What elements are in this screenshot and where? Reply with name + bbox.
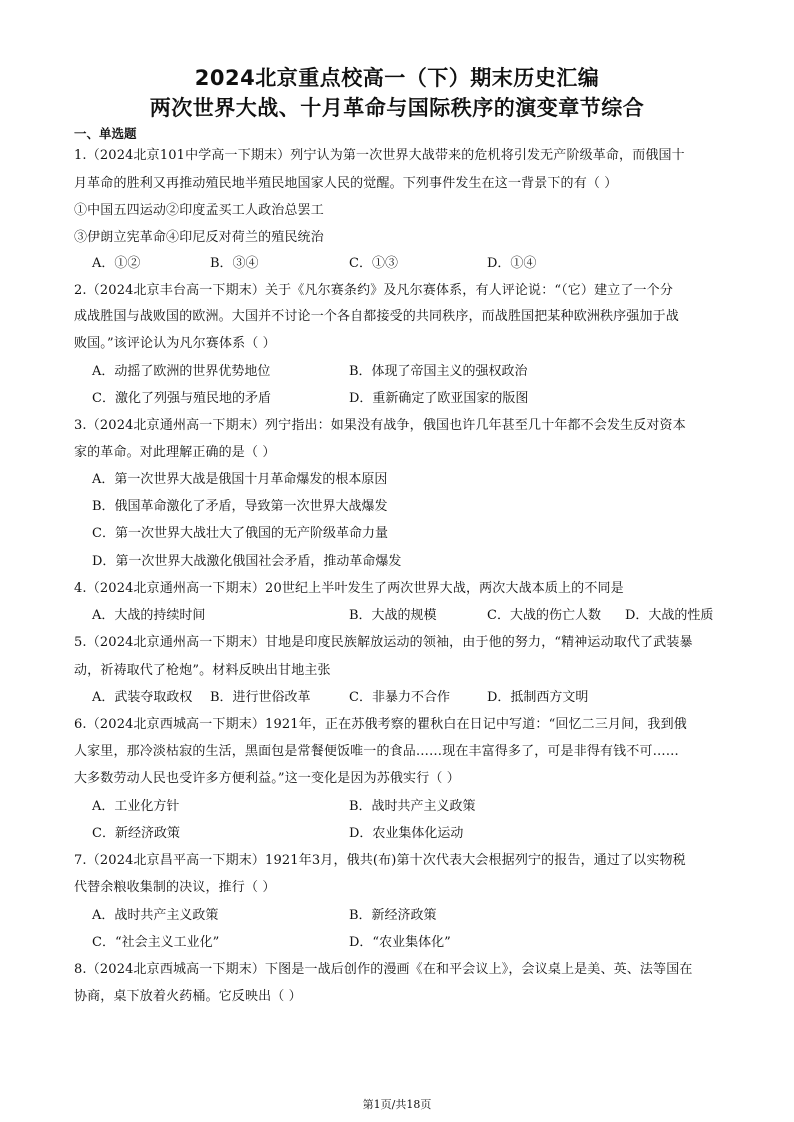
- question-1-line-1: 1.（2024北京101中学高一下期末）列宁认为第一次世界大战带来的危机将引发无产阶级革命，而俄国十: [74, 148, 685, 163]
- question-5-option-b: B．进行世俗改革: [210, 690, 311, 705]
- question-3-option-c: C．第一次世界大战壮大了俄国的无产阶级革命力量: [92, 526, 388, 541]
- question-5-line-1: 5.（2024北京通州高一下期末）甘地是印度民族解放运动的领袖，由于他的努力，“精神运动取代了武装暴: [74, 635, 693, 650]
- question-1-line-2: 月革命的胜利又再推动殖民地半殖民地国家人民的觉醒。下列事件发生在这一背景下的有（ ）: [74, 176, 618, 191]
- question-6-option-d: D．农业集体化运动: [349, 826, 464, 841]
- question-8-line-1: 8.（2024北京西城高一下期末）下图是一战后创作的漫画《在和平会议上》，会议桌上是美、英、法等国在: [74, 962, 693, 977]
- question-7-option-c: C．“社会主义工业化”: [92, 935, 220, 950]
- question-5-option-a: A．武装夺取政权: [92, 690, 193, 705]
- question-3-option-d: D．第一次世界大战激化俄国社会矛盾，推动革命爆发: [92, 554, 402, 569]
- question-1-option-b: B．③④: [210, 256, 259, 271]
- question-1-line-4: ③伊朗立宪革命④印尼反对荷兰的殖民统治: [74, 230, 324, 245]
- question-4-line-1: 4.（2024北京通州高一下期末）20世纪上半叶发生了两次世界大战，两次大战本质上的不同是: [74, 581, 624, 596]
- question-4-option-a: A．大战的持续时间: [92, 608, 206, 623]
- question-2-option-a: A．动摇了欧洲的世界优势地位: [92, 364, 271, 379]
- question-6-option-b: B．战时共产主义政策: [349, 799, 476, 814]
- question-6-option-c: C．新经济政策: [92, 826, 180, 841]
- question-5-option-c: C．非暴力不合作: [349, 690, 450, 705]
- question-6-line-1: 6.（2024北京西城高一下期末）1921年，正在苏俄考察的瞿秋白在日记中写道：“回忆二三月间，我到俄: [74, 717, 687, 732]
- question-5-line-2: 动，祈祷取代了枪炮”。材料反映出甘地主张: [74, 663, 331, 678]
- question-4-option-d: D．大战的性质: [625, 608, 714, 623]
- question-1-option-a: A．①②: [92, 256, 141, 271]
- document-subtitle: 两次世界大战、十月革命与国际秩序的演变章节综合: [149, 96, 645, 120]
- question-7-line-2: 代替余粮收集制的决议，推行（ ）: [74, 880, 276, 895]
- question-2-option-b: B．体现了帝国主义的强权政治: [349, 364, 528, 379]
- question-2-option-c: C．激化了列强与殖民地的矛盾: [92, 391, 271, 406]
- question-4-option-c: C．大战的伤亡人数: [487, 608, 601, 623]
- question-7-option-d: D．“农业集体化”: [349, 935, 451, 950]
- question-3-line-1: 3.（2024北京通州高一下期末）列宁指出：如果没有战争，俄国也许几年甚至几十年都不会发生反对资本: [74, 418, 686, 433]
- question-8-line-2: 协商，桌下放着火药桶。它反映出（ ）: [74, 989, 302, 1004]
- question-2-line-2: 成战胜国与战败国的欧洲。大国并不讨论一个各自都接受的共同秩序，而战胜国把某种欧洲秩序强加于战: [74, 309, 679, 324]
- question-2-option-d: D．重新确定了欧亚国家的版图: [349, 391, 529, 406]
- question-6-line-3: 大多数劳动人民也受许多方便利益。”这一变化是因为苏俄实行（ ）: [74, 771, 460, 786]
- question-5-option-d: D．抵制西方文明: [487, 690, 589, 705]
- question-1-option-d: D．①④: [487, 256, 537, 271]
- question-4-option-b: B．大战的规模: [349, 608, 437, 623]
- question-1-line-3: ①中国五四运动②印度孟买工人政治总罢工: [74, 203, 324, 218]
- document-title: 2024北京重点校高一（下）期末历史汇编: [194, 66, 600, 90]
- page-number: 第1页/共18页: [362, 1098, 432, 1111]
- section-heading: 一、单选题: [74, 126, 137, 141]
- question-3-line-2: 家的革命。对此理解正确的是（ ）: [74, 445, 276, 460]
- question-7-line-1: 7.（2024北京昌平高一下期末）1921年3月，俄共(布)第十次代表大会根据列宁的报告，通过了以实物税: [74, 853, 686, 868]
- question-3-option-b: B．俄国革命激化了矛盾，导致第一次世界大战爆发: [92, 499, 388, 514]
- question-3-option-a: A．第一次世界大战是俄国十月革命爆发的根本原因: [92, 472, 388, 487]
- question-2-line-1: 2.（2024北京丰台高一下期末）关于《凡尔赛条约》及凡尔赛体系，有人评论说：“（它）建立了一个分: [74, 283, 673, 298]
- question-6-line-2: 人家里，那冷淡枯寂的生活，黑面包是常餐便饭唯一的食品……现在丰富得多了，可是非得有钱不可……: [74, 744, 679, 759]
- question-7-option-a: A．战时共产主义政策: [92, 908, 219, 923]
- question-7-option-b: B．新经济政策: [349, 908, 437, 923]
- question-6-option-a: A．工业化方针: [92, 799, 180, 814]
- question-1-option-c: C．①③: [349, 256, 398, 271]
- question-2-line-3: 败国。”该评论认为凡尔赛体系（ ）: [74, 336, 276, 351]
